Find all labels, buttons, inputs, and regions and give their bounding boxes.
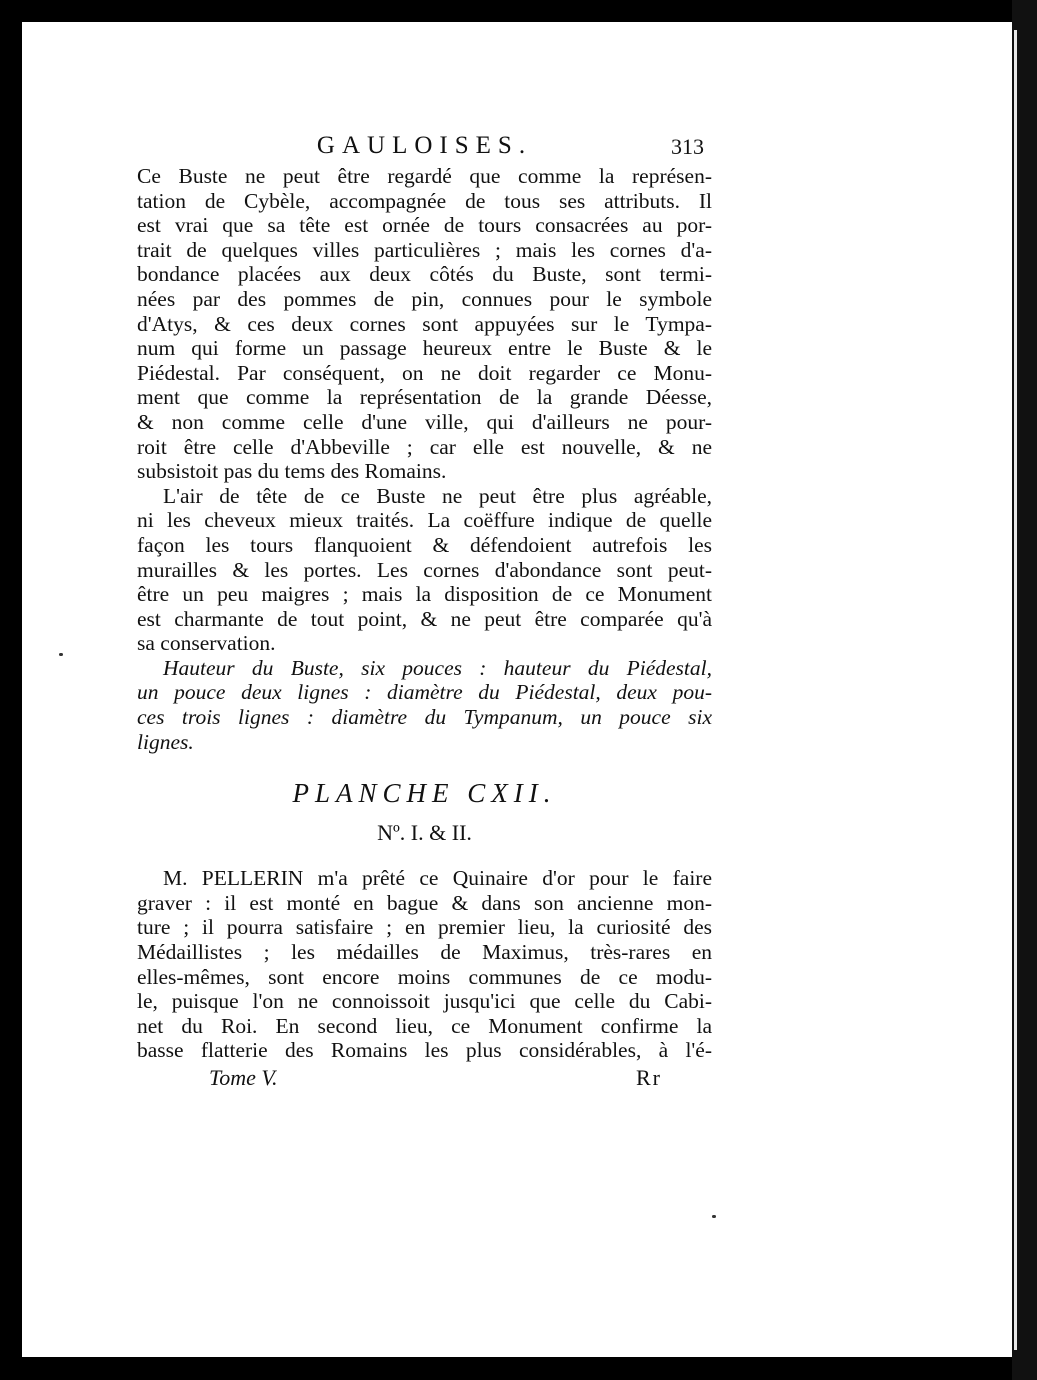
text-line: ces trois lignes : diamètre du Tympanum, un pouce six [137, 705, 712, 730]
scanned-page [22, 22, 1012, 1357]
text-line: d'Atys, & ces deux cornes sont appuyées sur le Tympa- [137, 311, 712, 336]
volume-signature: Tome V. [209, 1065, 278, 1090]
text-line: tation de Cybèle, accompagnée de tous ses attributs. Il [137, 188, 712, 213]
text-line: graver : il est monté en bague & dans son ancienne mon- [137, 890, 712, 915]
page-edge-line [1014, 30, 1017, 1350]
text-line: trait de quelques villes particulières ; mais les cornes d'a- [137, 237, 712, 262]
text-line: basse flatterie des Romains les plus considérables, à l'é- [137, 1038, 712, 1063]
text-line: façon les tours flanquoient & défendoient autrefois les [137, 532, 712, 557]
scan-edge [1012, 0, 1037, 1380]
ink-speck [712, 1215, 716, 1218]
text-line: bondance placées aux deux côtés du Buste, sont termi- [137, 262, 712, 287]
running-title: GAULOISES. [316, 132, 533, 159]
text-line: lignes. [137, 729, 194, 754]
text-line: roit être celle d'Abbeville ; car elle est nouvelle, & ne [137, 434, 712, 459]
text-line: & non comme celle d'une ville, qui d'ailleurs ne pour- [137, 409, 712, 434]
dimensions-paragraph [137, 656, 712, 754]
paragraph-4 [137, 866, 712, 1063]
text-line: L'air de tête de ce Buste ne peut être plus agréable, [163, 483, 712, 508]
plate-title: PLANCHE CXII. [292, 778, 557, 809]
text-line: Médaillistes ; les médailles de Maximus, très-rares en [137, 940, 712, 965]
text-line: murailles & les portes. Les cornes d'abondance sont peut- [137, 557, 712, 582]
text-line: est charmante de tout point, & ne peut être comparée qu'à [137, 606, 712, 631]
paragraph-1 [137, 164, 712, 484]
text-line: le, puisque l'on ne connoissoit jusqu'ici que celle du Cabi- [137, 989, 712, 1014]
text-line: subsistoit pas du tems des Romains. [137, 459, 447, 484]
paragraph-2 [137, 484, 712, 656]
text-line: Ce Buste ne peut être regardé que comme la représen- [137, 164, 712, 188]
text-block [137, 130, 712, 1095]
page-footer [137, 1065, 712, 1095]
gathering-signature: Rr [636, 1065, 662, 1090]
plate-number: Nº. I. & II. [377, 820, 472, 846]
text-line: M. PELLERIN m'a prêté ce Quinaire d'or pour le faire [163, 866, 712, 891]
text-line: est vrai que sa tête est ornée de tours consacrées au por- [137, 213, 712, 238]
running-head [137, 130, 712, 164]
page-number: 313 [671, 134, 704, 159]
text-line: être un peu maigres ; mais la disposition de ce Monument [137, 582, 712, 607]
text-line: Hauteur du Buste, six pouces : hauteur du Piédestal, [163, 655, 712, 680]
text-line: net du Roi. En second lieu, ce Monument confirme la [137, 1013, 712, 1038]
text-line: elles-mêmes, sont encore moins communes de ce modu- [137, 964, 712, 989]
text-line: ni les cheveux mieux traités. La coëffure indique de quelle [137, 508, 712, 533]
text-line: nées par des pommes de pin, connues pour le symbole [137, 286, 712, 311]
text-line: Piédestal. Par conséquent, on ne doit regarder ce Monu- [137, 360, 712, 385]
text-line: ture ; il pourra satisfaire ; en premier lieu, la curiosité des [137, 915, 712, 940]
text-line: ment que comme la représentation de la grande Déesse, [137, 385, 712, 410]
text-line: sa conservation. [137, 631, 276, 656]
ink-speck [59, 653, 63, 656]
text-line: num qui forme un passage heureux entre le Buste & le [137, 336, 712, 361]
text-line: un pouce deux lignes : diamètre du Piédestal, deux pou- [137, 680, 712, 705]
